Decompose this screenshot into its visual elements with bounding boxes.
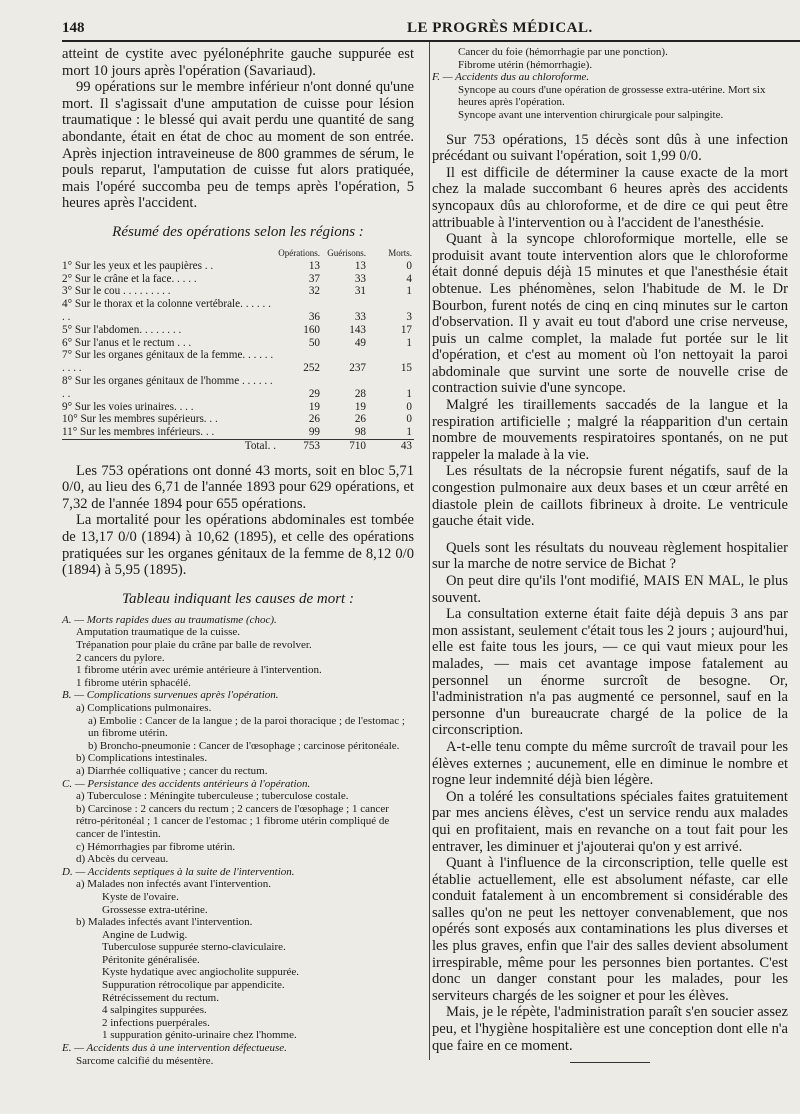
row-value: 19	[354, 400, 366, 413]
row-value: 0	[406, 259, 412, 272]
table-row	[62, 324, 414, 337]
table-row	[62, 375, 414, 401]
row-value: 237	[349, 362, 366, 375]
paragraph: On a toléré les consultations spéciales faites gratuitement par mes anciens élèves, c'est un service rendu aux malades qui en profitaient, mais en revanche on a tout fait pour les entraver, les diminuer et j'ajouterai qu'on y est arrivé.	[432, 788, 788, 855]
cause-item: 1 fibrome utérin sphacélé.	[76, 676, 191, 689]
cause-item: Suppuration rétrocolique par appendicite.	[102, 979, 285, 992]
row-value: 98	[354, 426, 366, 439]
journal-title: LE PROGRÈS MÉDICAL.	[407, 20, 593, 36]
table-row	[62, 285, 414, 298]
row-value: 252	[303, 362, 320, 375]
row-label: 10° Sur les membres supérieurs. . .	[62, 413, 218, 426]
cause-item: Kyste hydatique avec angiocholite suppurée.	[102, 966, 300, 979]
row-value: 1	[406, 336, 412, 349]
column-header: Guérisons.	[327, 247, 366, 258]
row-value: 26	[308, 413, 320, 426]
row-value: 143	[349, 323, 366, 336]
cause-item: b) Broncho-pneumonie : Cancer de l'œsophage ; carcinose péritonéale.	[88, 739, 400, 752]
row-label: 6° Sur l'anus et le rectum . . .	[62, 336, 192, 349]
cause-item: a) Embolie : Cancer de la langue ; de la paroi thoracique ; de l'estomac ; un fibrome utérin.	[88, 714, 405, 740]
row-value: 0	[406, 400, 412, 413]
paragraph: La consultation externe était faite déjà depuis 3 ans par mon assistant, seulement c'était tous les 2 jours ; aujourd'hui, elle est faite tous les jours, — ce qui vaut mieux pour les malades, — mais cet avantage impose fatalement au personnel un énorme surcroît de besogne. Or, l'administration n'a pas augmenté ce personnel, sauf en la personne d'un bureaucrate chargé de la police de la circonscription.	[432, 606, 788, 739]
table-row	[62, 273, 414, 286]
paragraph: A-t-elle tenu compte du même surcroît de travail pour les élèves externes ; aucunement, elle en diminue le nombre et rogne leur indemnité déjà bien légère.	[432, 738, 788, 789]
cause-item: Fibrome utérin (hémorrhagie).	[458, 58, 593, 71]
row-value: 1	[406, 387, 412, 400]
row-label: 11° Sur les membres inférieurs. . .	[62, 426, 215, 439]
table-row	[62, 413, 414, 426]
causes-list	[62, 614, 414, 1067]
cause-item: Kyste de l'ovaire.	[102, 890, 179, 903]
end-rule	[570, 1062, 650, 1063]
row-value: 50	[308, 336, 320, 349]
paragraph: La mortalité pour les opérations abdominales est tombée de 13,17 0/0 (1894) à 10,62 (1895), et celle des opérations pratiquées sur les organes génitaux de la femme de 8,12 0/0 (1894) à 5,95 (1895).	[62, 512, 414, 579]
paragraph: Mais, je le répète, l'administration paraît s'en soucier assez peu, et l'hygiène hospitalière est une conception dont elle n'a que faire en ce moment.	[432, 1004, 788, 1054]
row-value: 3	[406, 310, 412, 323]
total-value: 43	[368, 439, 414, 452]
column-divider	[429, 42, 430, 1060]
cause-item: 2 infections puerpérales.	[102, 1016, 210, 1029]
cause-category: F. — Accidents dus au chloroforme.	[432, 71, 590, 84]
row-value: 19	[308, 400, 320, 413]
cause-item: Trépanation pour plaie du crâne par balle de revolver.	[76, 639, 312, 652]
cause-item: 2 cancers du pylore.	[76, 651, 165, 664]
row-label: 4° Sur le thorax et la colonne vertébrale. . . . . . . .	[62, 298, 271, 323]
row-value: 37	[308, 272, 320, 285]
row-value: 17	[400, 323, 412, 336]
row-value: 33	[354, 272, 366, 285]
paragraph: Quant à l'influence de la circonscription, telle quelle est établie actuellement, elle est absolument néfaste, car elle conduit fatalement à un encombrement si considérable des salles qu'on ne peut les nettoyer convenablement, que nos opérés sont exposés aux contaminations les plus diverses et les plus graves, enfin que l'air des salles devient absolument irrespirable, même pour les personnes bien portantes. C'est donc un danger constant pour les malades, pour les serviteurs chargés de les soigner et pour les élèves.	[432, 855, 788, 1004]
paragraph: Il est difficile de déterminer la cause exacte de la mort chez la malade succombant 6 heures après des accidents syncopaux dûs au chloroforme, et de dire ce qui peut être attribuable à l'intervention ou à l'accident de l'anesthésie.	[432, 164, 788, 231]
row-value: 13	[308, 259, 320, 272]
row-label: 5° Sur l'abdomen. . . . . . . .	[62, 323, 182, 336]
cause-item: b) Malades infectés avant l'intervention.	[76, 916, 253, 929]
cause-category: D. — Accidents septiques à la suite de l'intervention.	[62, 865, 295, 878]
cause-category: B. — Complications survenues après l'opération.	[62, 689, 279, 702]
cause-item: Sarcome calcifié du mésentère.	[76, 1054, 214, 1067]
paragraph: On peut dire qu'ils l'ont modifié, MAIS EN MAL, le plus souvent.	[432, 573, 788, 606]
cause-item: 1 fibrome utérin avec urémie antérieure à l'intervention.	[76, 664, 322, 677]
cause-item: Angine de Ludwig.	[102, 928, 188, 941]
table-row	[62, 298, 414, 324]
row-value: 160	[303, 323, 320, 336]
cause-item: Péritonite généralisée.	[102, 953, 200, 966]
left-column	[62, 46, 414, 1067]
table-row	[62, 349, 414, 375]
cause-item: Syncope au cours d'une opération de grossesse extra-utérine. Mort six heures après l'opération.	[458, 83, 766, 109]
cause-item: a) Complications pulmonaires.	[76, 702, 212, 714]
row-value: 0	[406, 413, 412, 426]
row-value: 29	[308, 387, 320, 400]
row-value: 99	[308, 426, 320, 439]
row-label: 3° Sur le cou . . . . . . . . .	[62, 285, 171, 298]
paragraph: 99 opérations sur le membre inférieur n'ont donné qu'une mort. Il s'agissait d'une amputation de cuisse pour lésion traumatique : le blessé qui avait perdu une quantité de sang abondante, était en état de choc au moment de son entrée. Après injection intraveineuse de 800 grammes de sérum, le pouls reparut, l'amputation de cuisse fut alors pratiquée, mais l'opéré succomba peu de temps après l'opération, 5 heures après l'accident.	[62, 79, 414, 212]
row-value: 15	[400, 362, 412, 375]
cause-item: Amputation traumatique de la cuisse.	[76, 626, 241, 639]
row-label: 7° Sur les organes génitaux de la femme. . . . . . . . . .	[62, 349, 274, 375]
row-value: 1	[406, 285, 412, 298]
total-value: 710	[322, 439, 368, 452]
row-value: 32	[308, 285, 320, 298]
paragraph: Malgré les tiraillements saccadés de la langue et la respiration artificielle ; malgré la réapparition d'un certain nombre de mouvements respiratoires spontanés, on ne put rappeler la malade à la vie.	[432, 397, 788, 463]
row-value: 1	[406, 426, 412, 439]
table-row	[62, 426, 414, 439]
row-value: 36	[308, 310, 320, 323]
cause-item: Syncope avant une intervention chirurgicale pour salpingite.	[458, 108, 724, 121]
page-header	[62, 18, 800, 42]
cause-item: a) Tuberculose : Méningite tuberculeuse ; tuberculose costale.	[76, 790, 349, 803]
column-header: Morts.	[388, 247, 412, 258]
regions-table	[62, 247, 414, 453]
row-value: 13	[354, 259, 366, 272]
total-row	[62, 439, 414, 452]
column-header: Opérations.	[278, 247, 320, 258]
table-title: Résumé des opérations selon les régions :	[112, 223, 364, 240]
row-value: 33	[354, 310, 366, 323]
cause-item: a) Diarrhée colliquative ; cancer du rectum.	[76, 764, 268, 777]
cause-item: c) Hémorrhagies par fibrome utérin.	[76, 840, 236, 853]
row-value: 28	[354, 387, 366, 400]
row-label: 8° Sur les organes génitaux de l'homme . . . . . . . .	[62, 374, 273, 400]
paragraph: Quant à la syncope chloroformique mortelle, elle se produisit avant toute intervention alors que le chloroforme était donné depuis déjà 15 minutes et que l'anesthésie était obtenue. Les phénomènes, selon l'habitude de M. le Dr Bourbon, furent notés de cinq en cinq minutes sur le carton d'observation. Il y avait eu tout d'abord une crise nerveuse, puis un calme complet, la malade fut portée sur le lit d'opération, et c'est au moment où l'on nettoyait la paroi abdominale que survint une sorte de nouvelle crise de contraction suivie d'une syncope.	[432, 231, 788, 397]
paragraph: Quels sont les résultats du nouveau règlement hospitalier sur la marche de notre service de Bichat ?	[432, 539, 788, 573]
cause-item: Rétrécissement du rectum.	[102, 991, 219, 1004]
table-row	[62, 337, 414, 350]
row-label: 1° Sur les yeux et les paupières . .	[62, 259, 214, 272]
row-label: 9° Sur les voies urinaires. . . .	[62, 400, 194, 413]
cause-category: C. — Persistance des accidents antérieurs à l'opération.	[62, 777, 311, 790]
row-value: 26	[354, 413, 366, 426]
cause-item: b) Complications intestinales.	[76, 752, 208, 765]
causes-title: Tableau indiquant les causes de mort :	[122, 590, 354, 607]
cause-item: Grossesse extra-utérine.	[102, 903, 208, 916]
total-label: Total. .	[62, 439, 276, 452]
paragraph: atteint de cystite avec pyélonéphrite gauche suppurée est mort 10 jours après l'opération (Savariaud).	[62, 46, 414, 79]
cause-item: a) Malades non infectés avant l'intervention.	[76, 878, 272, 891]
table-row	[62, 401, 414, 414]
right-column	[432, 46, 788, 1063]
cause-item: 1 suppuration génito-urinaire chez l'homme.	[102, 1029, 297, 1042]
row-value: 31	[354, 285, 366, 298]
cause-item: b) Carcinose : 2 cancers du rectum ; 2 cancers de l'œsophage ; 1 cancer rétro-péritonéal ; 1 cancer de l'estomac ; 1 fibrome utérin compliqué de cancer de l'intestin.	[76, 802, 390, 840]
cause-item: 4 salpingites suppurées.	[102, 1004, 207, 1017]
row-label: 2° Sur le crâne et la face. . . . .	[62, 272, 197, 285]
row-value: 49	[354, 336, 366, 349]
paragraph: Les 753 opérations ont donné 43 morts, soit en bloc 5,71 0/0, au lieu des 6,71 de l'année 1893 pour 629 opérations, et 7,32 de l'année 1894 pour 655 opérations.	[62, 462, 414, 512]
paragraph: Les résultats de la nécropsie furent négatifs, sauf de la congestion pulmonaire aux deux bases et un cœur arrêté en diastole plein de caillots fibrineux à droite. Le ventricule gauche était vide.	[432, 463, 788, 530]
causes-list-continued	[432, 46, 788, 122]
page-number: 148	[62, 20, 85, 36]
cause-item: Tuberculose suppurée sterno-claviculaire.	[102, 941, 286, 954]
table-row	[62, 260, 414, 273]
cause-category: E. — Accidents dus à une intervention défectueuse.	[62, 1042, 287, 1055]
paragraph: Sur 753 opérations, 15 décès sont dûs à une infection précédant ou suivant l'opération, soit 1,99 0/0.	[432, 131, 788, 165]
cause-category: A. — Morts rapides dues au traumatisme (choc).	[62, 613, 277, 626]
total-value: 753	[276, 439, 322, 452]
cause-item: Cancer du foie (hémorrhagie par une ponction).	[458, 46, 668, 58]
row-value: 4	[406, 272, 412, 285]
cause-item: d) Abcès du cerveau.	[76, 853, 169, 866]
